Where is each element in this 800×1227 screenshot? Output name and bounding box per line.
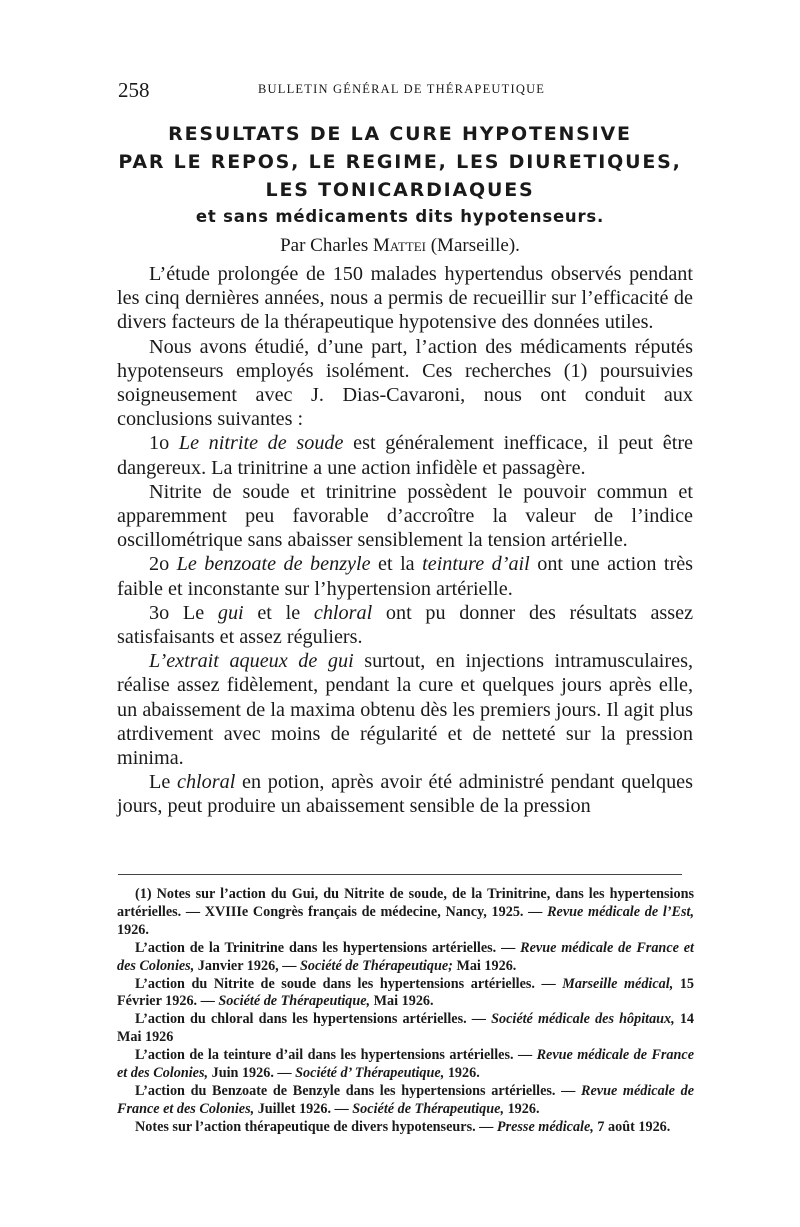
paragraph-5-mid: et la <box>378 553 415 576</box>
footnote-2-source-2: Société de Thérapeutique; <box>300 957 453 974</box>
emphasis-benzoate: Le benzoate de benzyle <box>176 553 371 576</box>
footnote-3-date: Mai 1926. <box>373 993 434 1010</box>
footnote-3-source-2: Société de Thérapeutique, <box>218 993 371 1010</box>
footnote-1 <box>117 886 694 940</box>
article-title-line-2: PAR LE REPOS, LE REGIME, LES DIURETIQUES, <box>118 151 682 173</box>
footnote-5-text: L’action de la teinture d’ail dans les hypertensions artérielles. — <box>135 1047 533 1064</box>
article-title-line-1: RESULTATS DE LA CURE HYPOTENSIVE <box>168 123 632 145</box>
emphasis-chloral-2: chloral <box>176 771 236 794</box>
page-number: 258 <box>118 78 150 102</box>
footnote-7-date: 7 août 1926. <box>597 1118 671 1135</box>
paragraph-8-text: en potion, après avoir été administré pendant quelques jours, peut produire un abaissement sensible de la pression <box>117 771 693 818</box>
footnote-5-mid: Juin 1926. — <box>211 1065 292 1082</box>
footnote-5 <box>117 1047 694 1083</box>
footnote-4-date: 14 Mai 1926 <box>117 1011 695 1046</box>
footnote-6-source-2: Société de Thérapeutique, <box>352 1100 505 1117</box>
footnote-3-text: L’action du Nitrite de soude dans les hypertensions artérielles. — <box>135 975 556 992</box>
author-surname: Mattei <box>372 235 426 256</box>
footnote-4-source: Société médicale des hôpitaux, <box>491 1011 675 1028</box>
footnote-5-date: 1926. <box>447 1065 480 1082</box>
paragraph-8 <box>117 770 693 818</box>
paragraph-6 <box>117 601 693 649</box>
footnote-2-mid: Janvier 1926, — <box>197 957 297 974</box>
emphasis-chloral: chloral <box>313 601 373 624</box>
emphasis-nitrite: Le nitrite de soude <box>178 432 344 455</box>
footnote-3-source-1: Marseille médical, <box>562 975 674 992</box>
paragraph-8-a: Le <box>149 771 171 794</box>
footnote-rule <box>118 874 682 875</box>
paragraph-6-a: Le <box>182 601 205 624</box>
footnote-7 <box>117 1119 694 1137</box>
footnote-3-mid: 15 Février 1926. — <box>117 975 694 1010</box>
footnote-6-source-1: Revue médicale de France et des Colonies, <box>117 1082 695 1117</box>
item-number-3: 3o <box>149 601 170 624</box>
footnote-6-date: 1926. <box>507 1100 540 1117</box>
paragraph-7 <box>117 649 693 770</box>
footnote-2 <box>117 940 694 976</box>
paragraph-4: Nitrite de soude et trinitrine possèdent le pouvoir commun et apparemment peu favorable d’accroître la valeur de l’indice oscillométrique sans abaisser sensiblement la tension artérielle. <box>117 480 693 552</box>
journal-title: BULLETIN GÉNÉRAL DE THÉRAPEUTIQUE <box>258 82 546 96</box>
paragraph-7-text: surtout, en injections intramusculaires, réalise assez fidèlement, pendant la cure et quelques jours après elle, un abaissement de la maxima obtenu dès les premiers jours. Il agit plus atrdivement avec moins de régularité et de netteté sur la pression minima. <box>117 650 694 770</box>
paragraph-5 <box>117 552 693 600</box>
footnote-5-source-1: Revue médicale de France et des Colonies, <box>117 1047 695 1082</box>
byline <box>100 232 700 260</box>
article-title-line-3: LES TONICARDIAQUES <box>265 179 535 201</box>
item-number-2: 2o <box>149 553 170 576</box>
paragraph-1: L’étude prolongée de 150 malades hypertendus observés pendant les cinq dernières années, nous a permis de recueillir sur l’efficacité de divers facteurs de la thérapeutique hypotensive des données utiles. <box>117 263 693 334</box>
footnote-5-source-2: Société d’ Thérapeutique, <box>295 1065 445 1082</box>
article-title-block <box>100 120 700 260</box>
footnote-1-source: Revue médicale de l’Est, <box>547 903 694 920</box>
footnote-2-source-1: Revue médicale de France et des Colonies, <box>117 939 695 974</box>
paragraph-5-text: ont une action très faible et inconstante sur l’hypertension artérielle. <box>117 553 694 600</box>
footnote-6-mid: Juillet 1926. — <box>257 1100 349 1117</box>
author-place: (Marseille). <box>430 235 520 256</box>
footnote-6-text: L’action du Benzoate de Benzyle dans les hypertensions artérielles. — <box>135 1082 576 1099</box>
emphasis-gui: gui <box>217 601 244 624</box>
footnote-4-text: L’action du chloral dans les hypertensions artérielles. — <box>135 1011 486 1028</box>
footnote-1-text: (1) Notes sur l’action du Gui, du Nitrite de soude, de la Trinitrine, dans les hypertensions artérielles. — XVIIIe Congrès français de médecine, Nancy, 1925. — <box>117 886 694 920</box>
paragraph-3 <box>117 431 693 479</box>
article-body <box>117 262 693 819</box>
emphasis-extrait: L’extrait aqueux de gui <box>149 650 354 673</box>
article-subtitle: et sans médicaments dits hypotenseurs. <box>195 207 605 226</box>
footnote-4 <box>117 1011 694 1047</box>
footnote-3 <box>117 976 694 1012</box>
footnote-7-source: Presse médicale, <box>496 1118 594 1135</box>
paragraph-2: Nous avons étudié, d’une part, l’action des médicaments réputés hypotenseurs employés isolément. Ces recherches (1) poursuivies soigneusement avec J. Dias-Cavaroni, nous ont conduit aux conclusions suivantes : <box>117 335 693 431</box>
paragraph-6-b: et le <box>257 601 301 624</box>
paragraph-6-text: ont pu donner des résultats assez satisfaisants et assez réguliers. <box>117 601 694 649</box>
footnote-7-text: Notes sur l’action thérapeutique de divers hypotenseurs. — <box>135 1118 494 1135</box>
footnote-2-text: L’action de la Trinitrine dans les hypertensions artérielles. — <box>135 939 516 956</box>
emphasis-teinture: teinture d’ail <box>422 553 530 576</box>
footnote-2-date: Mai 1926. <box>456 957 517 974</box>
paragraph-3-text: est généralement inefficace, il peut être dangereux. La trinitrine a une action infidèle et passagère. <box>117 432 694 479</box>
footnotes <box>117 886 694 1137</box>
item-number-1: 1o <box>149 432 170 455</box>
footnote-6 <box>117 1083 694 1119</box>
footnote-1-date: 1926. <box>117 921 149 938</box>
byline-prefix: Par Charles <box>280 235 369 256</box>
running-header <box>118 78 682 100</box>
